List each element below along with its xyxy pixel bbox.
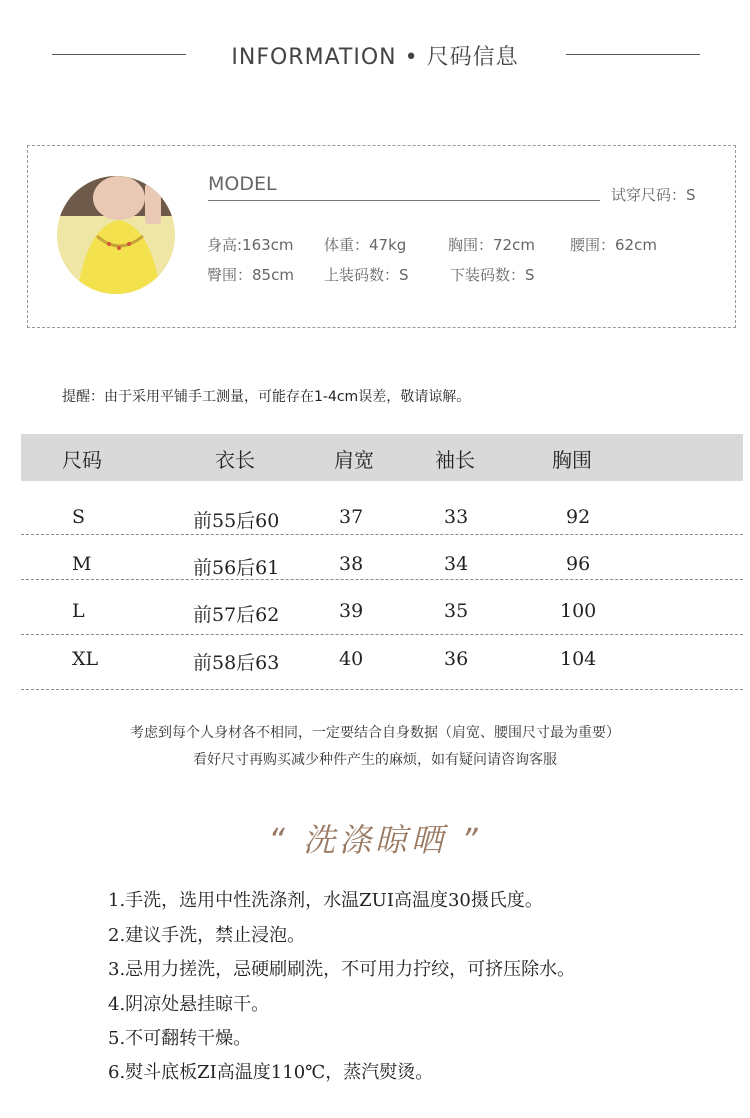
stat-waist: 腰围：62cm [570, 236, 657, 254]
th-length: 衣长 [215, 448, 255, 472]
table-cell: 100 [560, 600, 597, 622]
wash-title: “ 洗涤晾晒 ” [268, 821, 482, 859]
stat-hip: 臀围：85cm [207, 266, 294, 284]
table-cell: 前58后63 [193, 652, 280, 674]
advice-line-1: 考虑到每个人身材各不相同，一定要结合自身数据（肩宽、腰围尺寸最为重要） [130, 725, 620, 741]
table-cell: 33 [444, 506, 469, 528]
care-item: 5.不可翻转干燥。 [108, 1028, 252, 1049]
table-cell: S [72, 506, 86, 528]
table-cell: 35 [444, 600, 469, 622]
table-cell: 前55后60 [193, 510, 280, 532]
table-cell: L [72, 600, 85, 622]
table-cell: 40 [339, 648, 364, 670]
measurement-note: 提醒：由于采用平铺手工测量，可能存在1-4cm误差，敬请谅解。 [62, 389, 471, 405]
advice-line-2: 看好尺寸再购买减少种件产生的麻烦，如有疑问请咨询客服 [193, 752, 557, 768]
stat-height: 身高:163cm [207, 236, 294, 254]
table-cell: 34 [444, 553, 469, 575]
row-divider [21, 579, 743, 580]
care-item: 1.手洗，选用中性洗涤剂，水温ZUI高温度30摄氏度。 [108, 890, 543, 911]
table-header-bar [21, 434, 743, 481]
care-item: 3.忌用力搓洗，忌硬刷刷洗，不可用力拧绞，可挤压除水。 [108, 959, 576, 980]
th-chest: 胸围 [552, 448, 592, 472]
table-cell: 38 [339, 553, 364, 575]
model-photo [57, 176, 175, 294]
table-cell: 前56后61 [193, 557, 280, 579]
th-shoulder: 肩宽 [334, 448, 374, 472]
stat-top-size: 上装码数：S [324, 266, 409, 284]
model-label: MODEL [208, 173, 277, 195]
row-divider [21, 534, 743, 535]
th-sleeve: 袖长 [435, 448, 475, 472]
stat-bottom-size: 下装码数：S [450, 266, 535, 284]
stat-weight: 体重：47kg [324, 236, 407, 254]
table-cell: 96 [566, 553, 591, 575]
model-rule [208, 200, 600, 201]
table-cell: XL [72, 648, 99, 670]
table-cell: 36 [444, 648, 469, 670]
table-cell: M [72, 553, 92, 575]
table-cell: 39 [339, 600, 364, 622]
table-cell: 37 [339, 506, 364, 528]
trial-size: 试穿尺码：S [611, 186, 696, 204]
row-divider [21, 634, 743, 635]
table-cell: 104 [560, 648, 597, 670]
page-title: INFORMATION • 尺码信息 [231, 45, 519, 70]
th-size: 尺码 [62, 448, 102, 472]
care-item: 4.阴凉处悬挂晾干。 [108, 994, 270, 1015]
care-item: 6.熨斗底板ZI高温度110℃，蒸汽熨烫。 [108, 1062, 434, 1083]
stat-bust: 胸围：72cm [448, 236, 535, 254]
care-item: 2.建议手洗，禁止浸泡。 [108, 925, 306, 946]
table-cell: 92 [566, 506, 591, 528]
table-cell: 前57后62 [193, 604, 280, 626]
row-divider [21, 689, 743, 690]
